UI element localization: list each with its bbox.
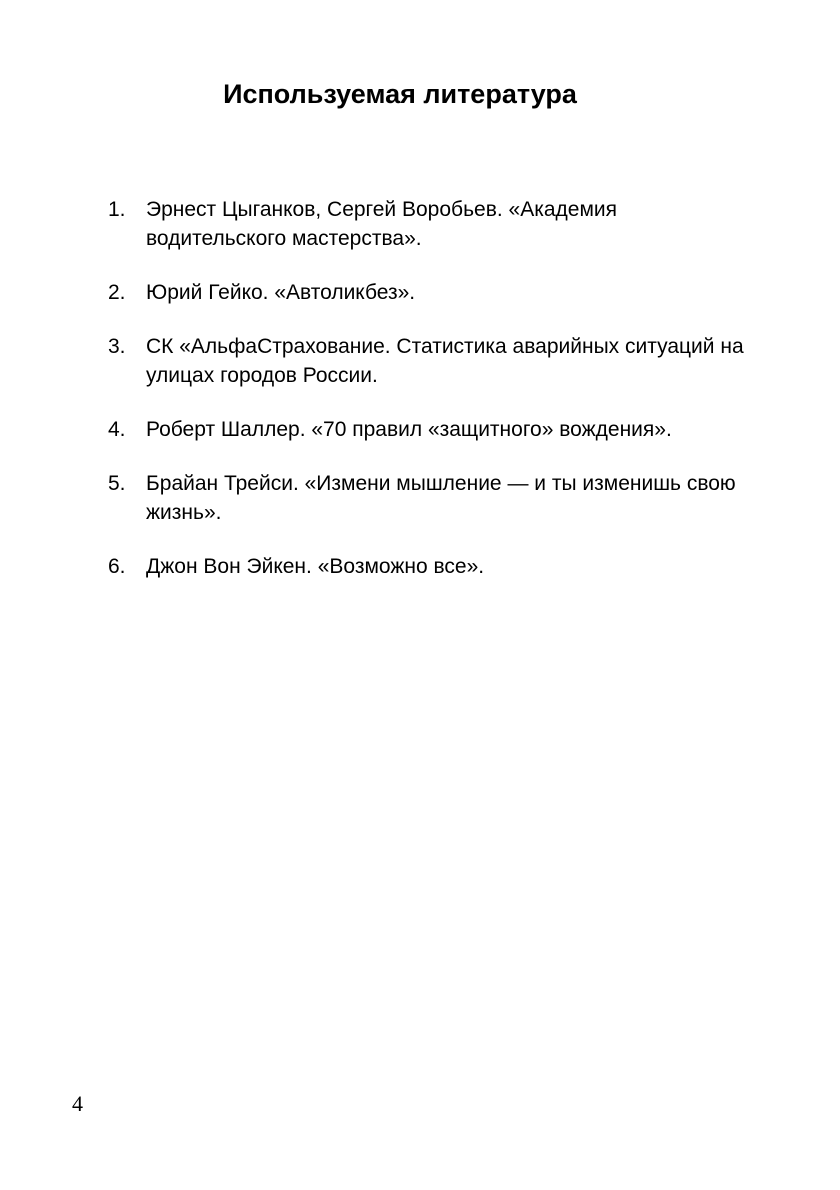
reference-number: 2. bbox=[108, 281, 126, 304]
reference-text: СК «АльфаСтрахование. Статистика аварийных ситуаций на улицах городов России. bbox=[146, 335, 744, 387]
reference-item bbox=[108, 415, 748, 444]
reference-item bbox=[108, 332, 748, 390]
reference-number: 6. bbox=[108, 555, 126, 578]
reference-text: Эрнест Цыганков, Сергей Воробьев. «Академия водительского мастерства». bbox=[146, 198, 618, 250]
reference-text: Брайан Трейси. «Измени мышление — и ты изменишь свою жизнь». bbox=[146, 472, 736, 524]
reference-list bbox=[108, 195, 748, 606]
reference-number: 5. bbox=[108, 472, 126, 495]
reference-item bbox=[108, 278, 748, 307]
reference-item bbox=[108, 469, 748, 527]
reference-text: Роберт Шаллер. «70 правил «защитного» вождения». bbox=[146, 418, 672, 441]
reference-number: 3. bbox=[108, 335, 126, 358]
page-number: 4 bbox=[72, 1091, 83, 1116]
reference-text: Юрий Гейко. «Автоликбез». bbox=[146, 281, 416, 304]
reference-item bbox=[108, 552, 748, 581]
reference-text: Джон Вон Эйкен. «Возможно все». bbox=[146, 555, 485, 578]
reference-number: 1. bbox=[108, 198, 126, 221]
page-title: Используемая литература bbox=[223, 79, 577, 109]
reference-item bbox=[108, 195, 748, 253]
reference-number: 4. bbox=[108, 418, 126, 441]
